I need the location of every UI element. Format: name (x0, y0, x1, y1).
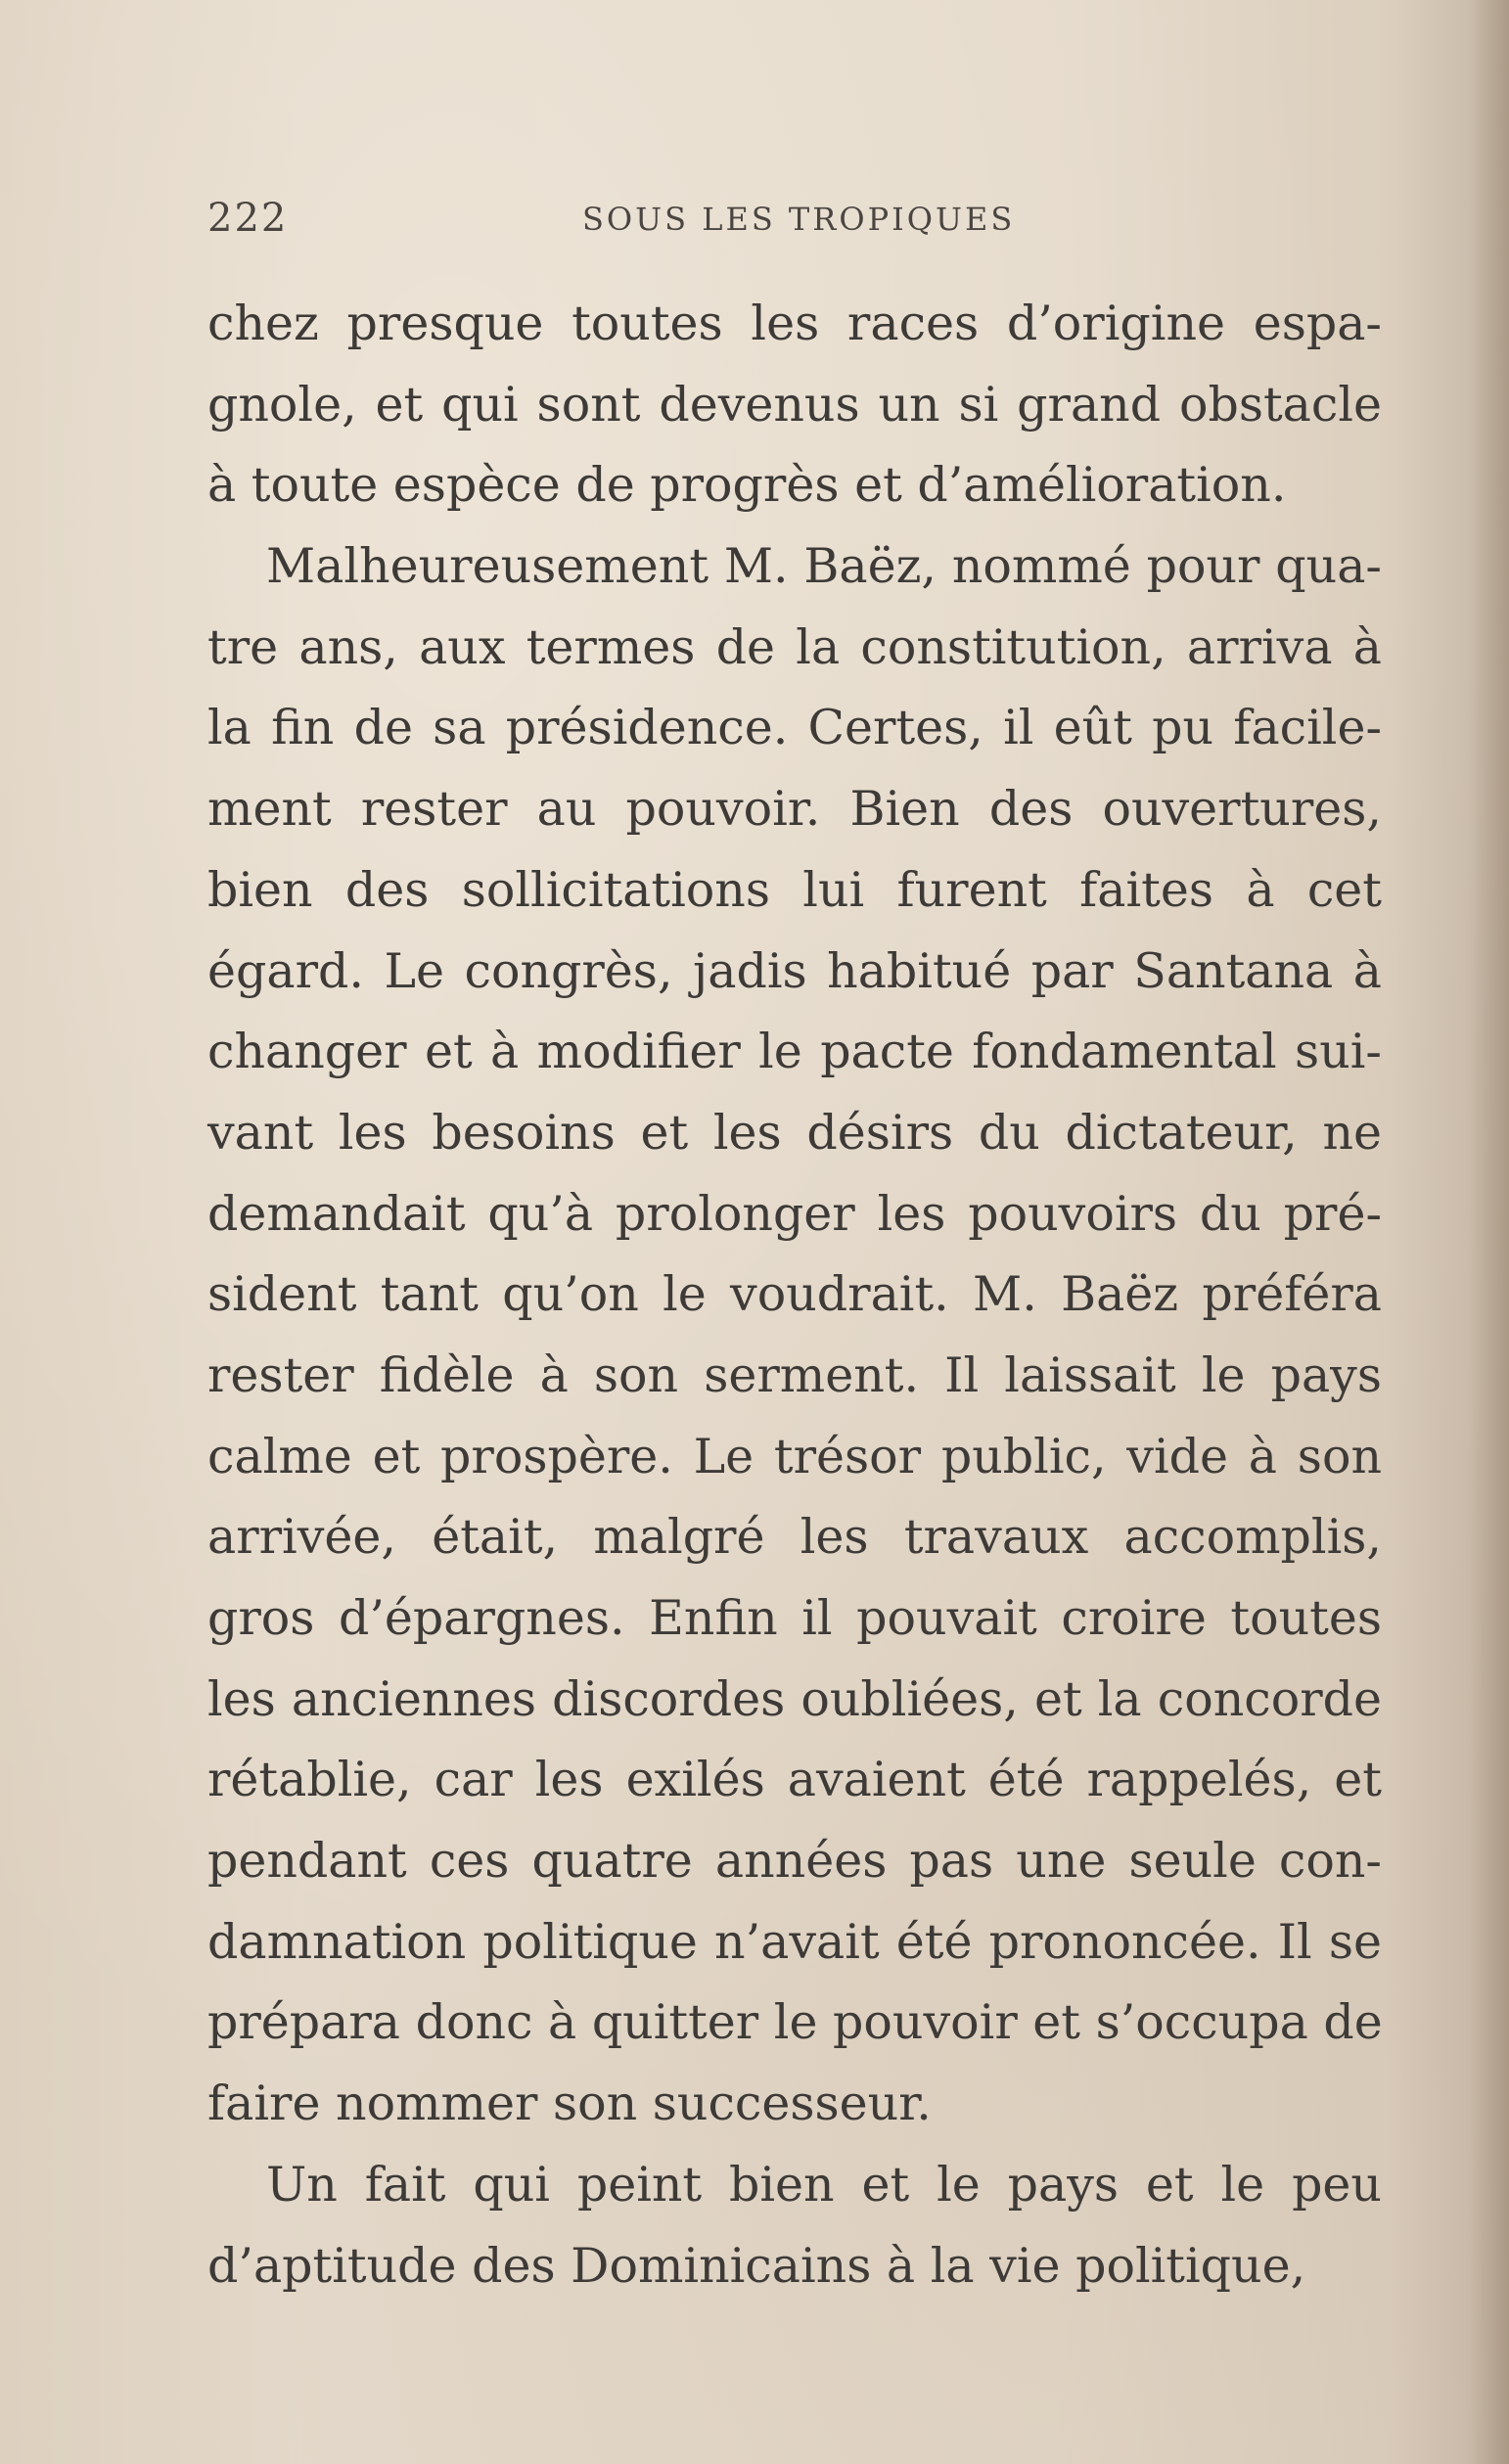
text-line: pendant ces quatre années pas une seule con- (207, 1833, 1382, 1890)
text-line: d’aptitude des Dominicains à la vie politique, (207, 2237, 1306, 2294)
text-line: sident tant qu’on le voudrait. M. Baëz préféra (207, 1266, 1382, 1323)
text-line: chez presque toutes les races d’origine espa- (207, 296, 1382, 351)
text-line: gnole, et qui sont devenus un si grand obstacle (207, 376, 1382, 433)
text-line: Un fait qui peint bien et le pays et le peu (266, 2156, 1382, 2213)
text-line: à toute espèce de progrès et d’amélioration. (207, 457, 1287, 514)
text-line: gros d’épargnes. Enfin il pouvait croire toutes (207, 1590, 1382, 1646)
text-line: ment rester au pouvoir. Bien des ouvertures, (207, 781, 1382, 838)
text-line: arrivée, était, malgré les travaux accomplis, (207, 1509, 1382, 1566)
text-line: changer et à modifier le pacte fondamental sui- (207, 1024, 1382, 1080)
page-number: 222 (207, 196, 289, 241)
text-line: rétablie, car les exilés avaient été rappelés, et (207, 1752, 1382, 1808)
body-text (207, 284, 1382, 2306)
text-line: damnation politique n’avait été prononcée. Il se (207, 1913, 1382, 1970)
running-head (207, 196, 1382, 254)
text-line: tre ans, aux termes de la constitution, arriva à (207, 618, 1382, 675)
text-line: les anciennes discordes oubliées, et la concorde (207, 1670, 1382, 1727)
text-line: bien des sollicitations lui furent faites à cet (207, 861, 1382, 918)
running-title: SOUS LES TROPIQUES (582, 201, 1016, 238)
text-line: Malheureusement M. Baëz, nommé pour qua- (266, 538, 1382, 595)
page-edge-shadow (1470, 0, 1509, 2464)
text-line: prépara donc à quitter le pouvoir et s’occupa de (207, 1994, 1383, 2051)
text-line: calme et prospère. Le trésor public, vide à son (207, 1428, 1382, 1484)
text-line: demandait qu’à prolonger les pouvoirs du pré- (207, 1185, 1382, 1242)
text-line: faire nommer son successeur. (207, 2076, 932, 2132)
text-line: la fin de sa présidence. Certes, il eût pu facile- (207, 700, 1382, 756)
text-line: égard. Le congrès, jadis habitué par Santana à (207, 942, 1382, 999)
text-line: vant les besoins et les désirs du dictateur, ne (207, 1104, 1382, 1161)
text-line: rester fidèle à son serment. Il laissait le pays (207, 1346, 1382, 1403)
